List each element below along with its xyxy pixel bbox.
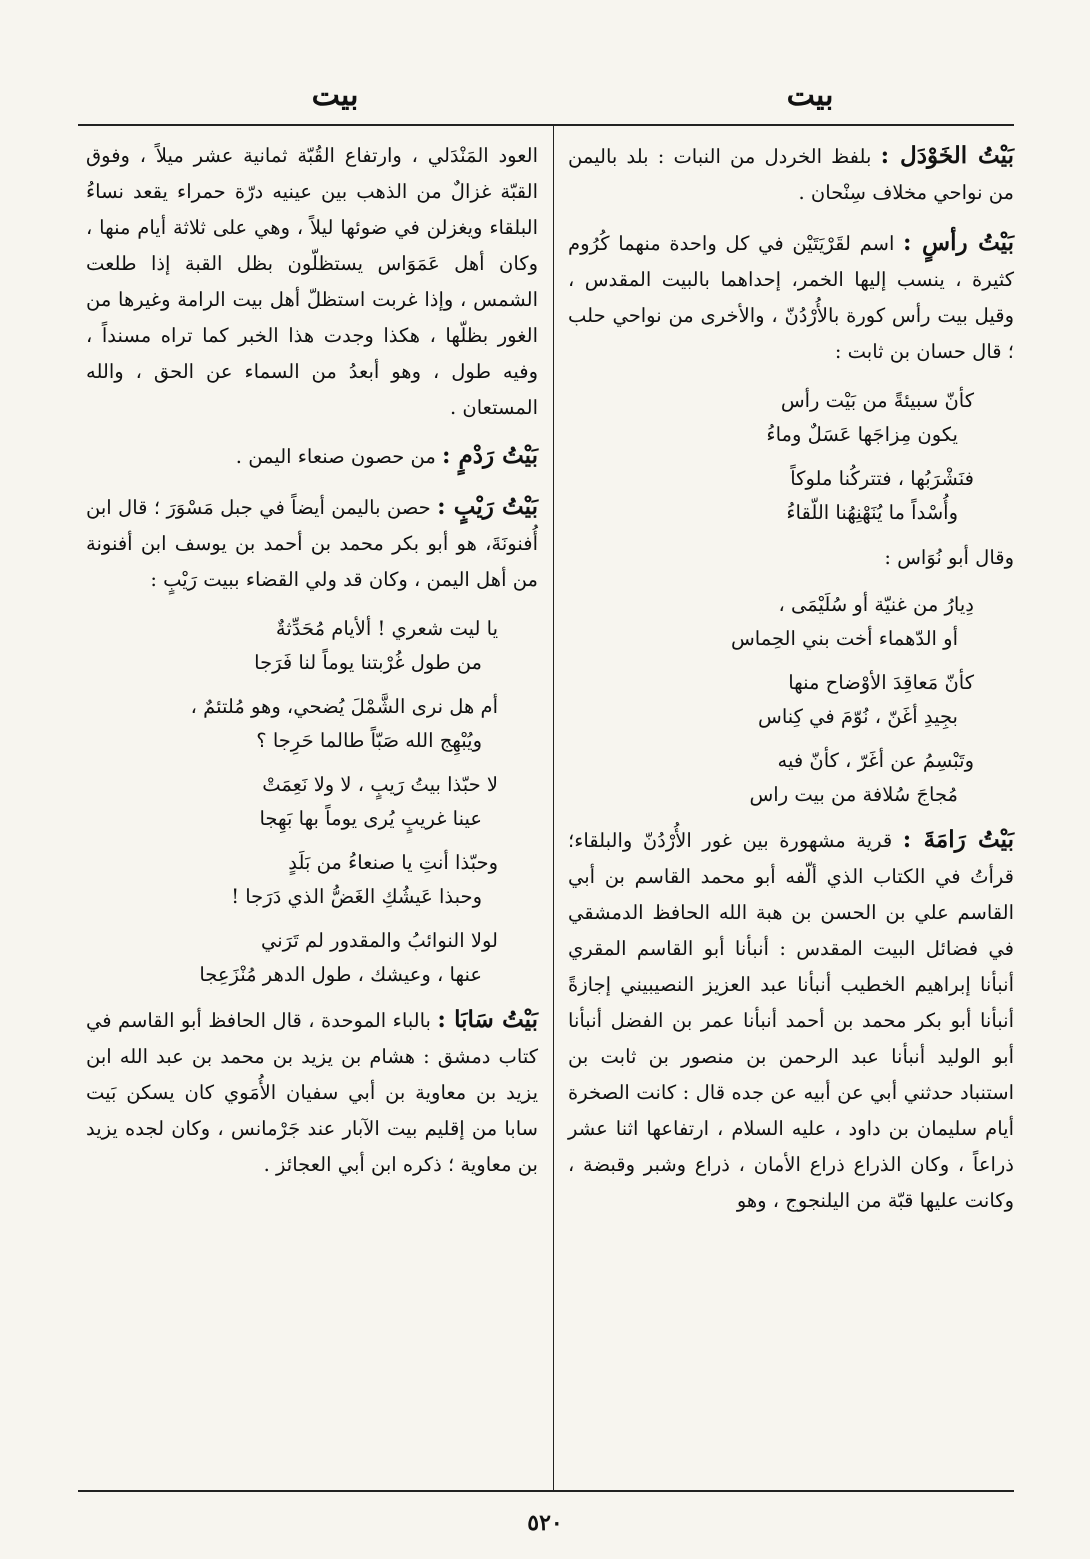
dictionary-entry: [568, 225, 1014, 370]
verse-first-hemistich: أم هل نرى الشَّمْلَ يُضحي، وهو مُلتئمٌ ،: [190, 695, 498, 718]
verse-second-hemistich: وحبذا عَيشُكِ الغَضُّ الذي دَرَجا !: [231, 885, 482, 908]
verse-second-hemistich: بجِيدِ أغَنّ ، نُوّمَ في كِناس: [758, 705, 958, 728]
running-header-left: بيت: [311, 78, 359, 113]
poem-verse: [568, 462, 974, 530]
verse-second-hemistich: عنها ، وعيشك ، طول الدهر مُنْزَعِجا: [199, 963, 482, 986]
entry-headword: بَيْتُ رأسٍ :: [903, 229, 1014, 256]
poem-block: [86, 612, 538, 992]
entry-headword: بَيْتُ رَدْمٍ :: [441, 442, 538, 469]
verse-first-hemistich: دِيارُ من غنيّة أو سُلَيْمَى ،: [778, 593, 974, 616]
bottom-rule: [78, 1490, 1014, 1492]
verse-first-hemistich: فنَشْرَبُها ، فتتركُنا ملوكاً: [790, 467, 974, 490]
entry-text: قرية مشهورة بين غور الأُرْدُنّ والبلقاء؛ قرأتُ في الكتاب الذي ألّفه أبو محمد القاسم بن أبي القاسم علي بن الحسن بن هبة الله الحافظ الدمشقي في فضائل البيت المقدس : أنبأنا أبو القاسم المقري أنبأنا إبراهيم الخطيب أنبأنا عبد العزيز النصيبيني إجازةً أنبأنا أبو بكر محمد بن أحمد أنبأنا عمر بن الفضل أنبأنا أبو الوليد أنبأنا عبد الرحمن بن منصور بن ثابت بن استنباد حدثني أبي عن أبيه عن جده قال : كانت الصخرة أيام سليمان بن داود ، عليه السلام ، ارتفاعها اثنا عشر ذراعاً ، وكان الذراع ذراع الأمان ، ذراع وشبر وقبضة ، وكانت عليها قبّة من اليلنجوج ، وهو: [568, 829, 1014, 1212]
dictionary-entry: [86, 489, 538, 598]
poem-block: [568, 588, 1014, 812]
poem-verse: [86, 924, 498, 992]
poem-verse: [568, 588, 974, 656]
column-divider: [553, 124, 554, 1490]
verse-first-hemistich: كأنّ سبيئةً من بَيْت رأس: [780, 389, 974, 412]
poem-block: [568, 384, 1014, 530]
entry-headword: بَيْتُ رَامَةَ :: [902, 826, 1014, 853]
dictionary-entry: [568, 138, 1014, 211]
entry-text: بلفظ الخردل من النبات : بلد باليمن من نواحي مخلاف سِنْحان .: [568, 145, 1014, 204]
dictionary-entry: [86, 438, 538, 475]
right-column: [568, 138, 1014, 1233]
poem-verse: [86, 768, 498, 836]
verse-first-hemistich: وحبّذا أنتِ يا صنعاءُ من بَلَدٍ: [288, 851, 498, 874]
poem-verse: [86, 690, 498, 758]
page-number: ٥٢٠: [527, 1510, 563, 1536]
entry-text: من حصون صنعاء اليمن .: [235, 445, 436, 468]
verse-first-hemistich: يا ليت شعري ! ألأيام مُحَدِّثةٌ: [275, 617, 498, 640]
dictionary-entry: [86, 1002, 538, 1183]
left-column: [86, 138, 538, 1197]
entry-text: اسم لقَرْيَتَيْن في كل واحدة منهما كُرُوم كثيرة ، ينسب إليها الخمر، إحداهما بالبيت المقدس ، وقيل بيت رأس كورة بالأُرْدُنّ ، والأخرى من نواحي حلب ؛ قال حسان بن ثابت :: [568, 232, 1014, 363]
verse-second-hemistich: أو الدّهماء أخت بني الحِماس: [730, 627, 958, 650]
verse-second-hemistich: يكون مِزاجَها عَسَلٌ وماءُ: [766, 423, 958, 446]
verse-first-hemistich: لولا النوائبُ والمقدور لم تَرَني: [260, 929, 498, 952]
verse-second-hemistich: ويُبْهِج الله صَبّاً طالما حَرِجا ؟: [256, 729, 482, 752]
top-rule: [78, 124, 1014, 126]
dictionary-entry: [568, 822, 1014, 1219]
verse-second-hemistich: عينا غريبٍ يُرى يوماً بها بَهِجا: [259, 807, 482, 830]
poem-verse: [568, 744, 974, 812]
poem-verse: [568, 384, 974, 452]
running-header-right: بيت: [786, 78, 834, 113]
verse-first-hemistich: كأنّ مَعاقِدَ الأوْضاح منها: [788, 671, 974, 694]
poem-verse: [568, 666, 974, 734]
prose-paragraph: وقال أبو نُوَاس :: [884, 546, 1014, 569]
entry-text: بالباء الموحدة ، قال الحافظ أبو القاسم في كتاب دمشق : هشام بن يزيد بن محمد بن عبد الله ابن يزيد بن معاوية بن أبي سفيان الأُمَوي كان يسكن بَيت سابا من إقليم بيت الآبار عند جَرْمانس ، وكان لجده يزيد بن معاوية ؛ ذكره ابن أبي العجائز .: [86, 1009, 538, 1176]
verse-second-hemistich: مُجاجَ سُلافة من بيت راس: [749, 783, 958, 806]
entry-headword: بَيْتُ سَابَا :: [437, 1006, 538, 1033]
verse-first-hemistich: وتَبْسِمُ عن أغَرّ ، كأنّ فيه: [777, 749, 974, 772]
verse-first-hemistich: لا حبّذا بيتُ رَيبٍ ، لا ولا نَعِمَتْ: [262, 773, 498, 796]
verse-second-hemistich: من طول غُرْبتنا يوماً لنا فَرَجا: [254, 651, 482, 674]
prose-paragraph: العود المَنْدَلي ، وارتفاع القُبّة ثمانية عشر ميلاً ، وفوق القبّة غزالٌ من الذهب بين عينيه درّة حمراء يقعد نساءُ البلقاء ويغزلن في ضوئها ليلاً ، وهي على ثلاثة أيام منها ، وكان أهل عَمَوَاس يستظلّون بظل القبة إذا طلعت الشمس ، وإذا غربت استظلّ أهل بيت الرامة وغيرها من الغور بظلّها ، هكذا وجدت هذا الخبر كما تراه مسنداً ، وفيه طول ، وهو أبعدُ من السماء عن الحق ، والله المستعان .: [86, 144, 538, 419]
entry-headword: بَيْتُ الخَوْدَل :: [880, 142, 1014, 169]
poem-verse: [86, 612, 498, 680]
entry-headword: بَيْتُ رَيْبٍ :: [437, 493, 538, 520]
verse-second-hemistich: وأُسْداً ما يُنَهْنِهُنا اللّقاءُ: [786, 501, 958, 524]
poem-verse: [86, 846, 498, 914]
entry-text: حصن باليمن أيضاً في جبل مَسْوَرَ ؛ قال ابن أُفنونَةَ، هو أبو بكر محمد بن أحمد بن يوسف ابن أفنونة من أهل اليمن ، وكان قد ولي القضاء ببيت رَيْبٍ :: [86, 496, 538, 591]
